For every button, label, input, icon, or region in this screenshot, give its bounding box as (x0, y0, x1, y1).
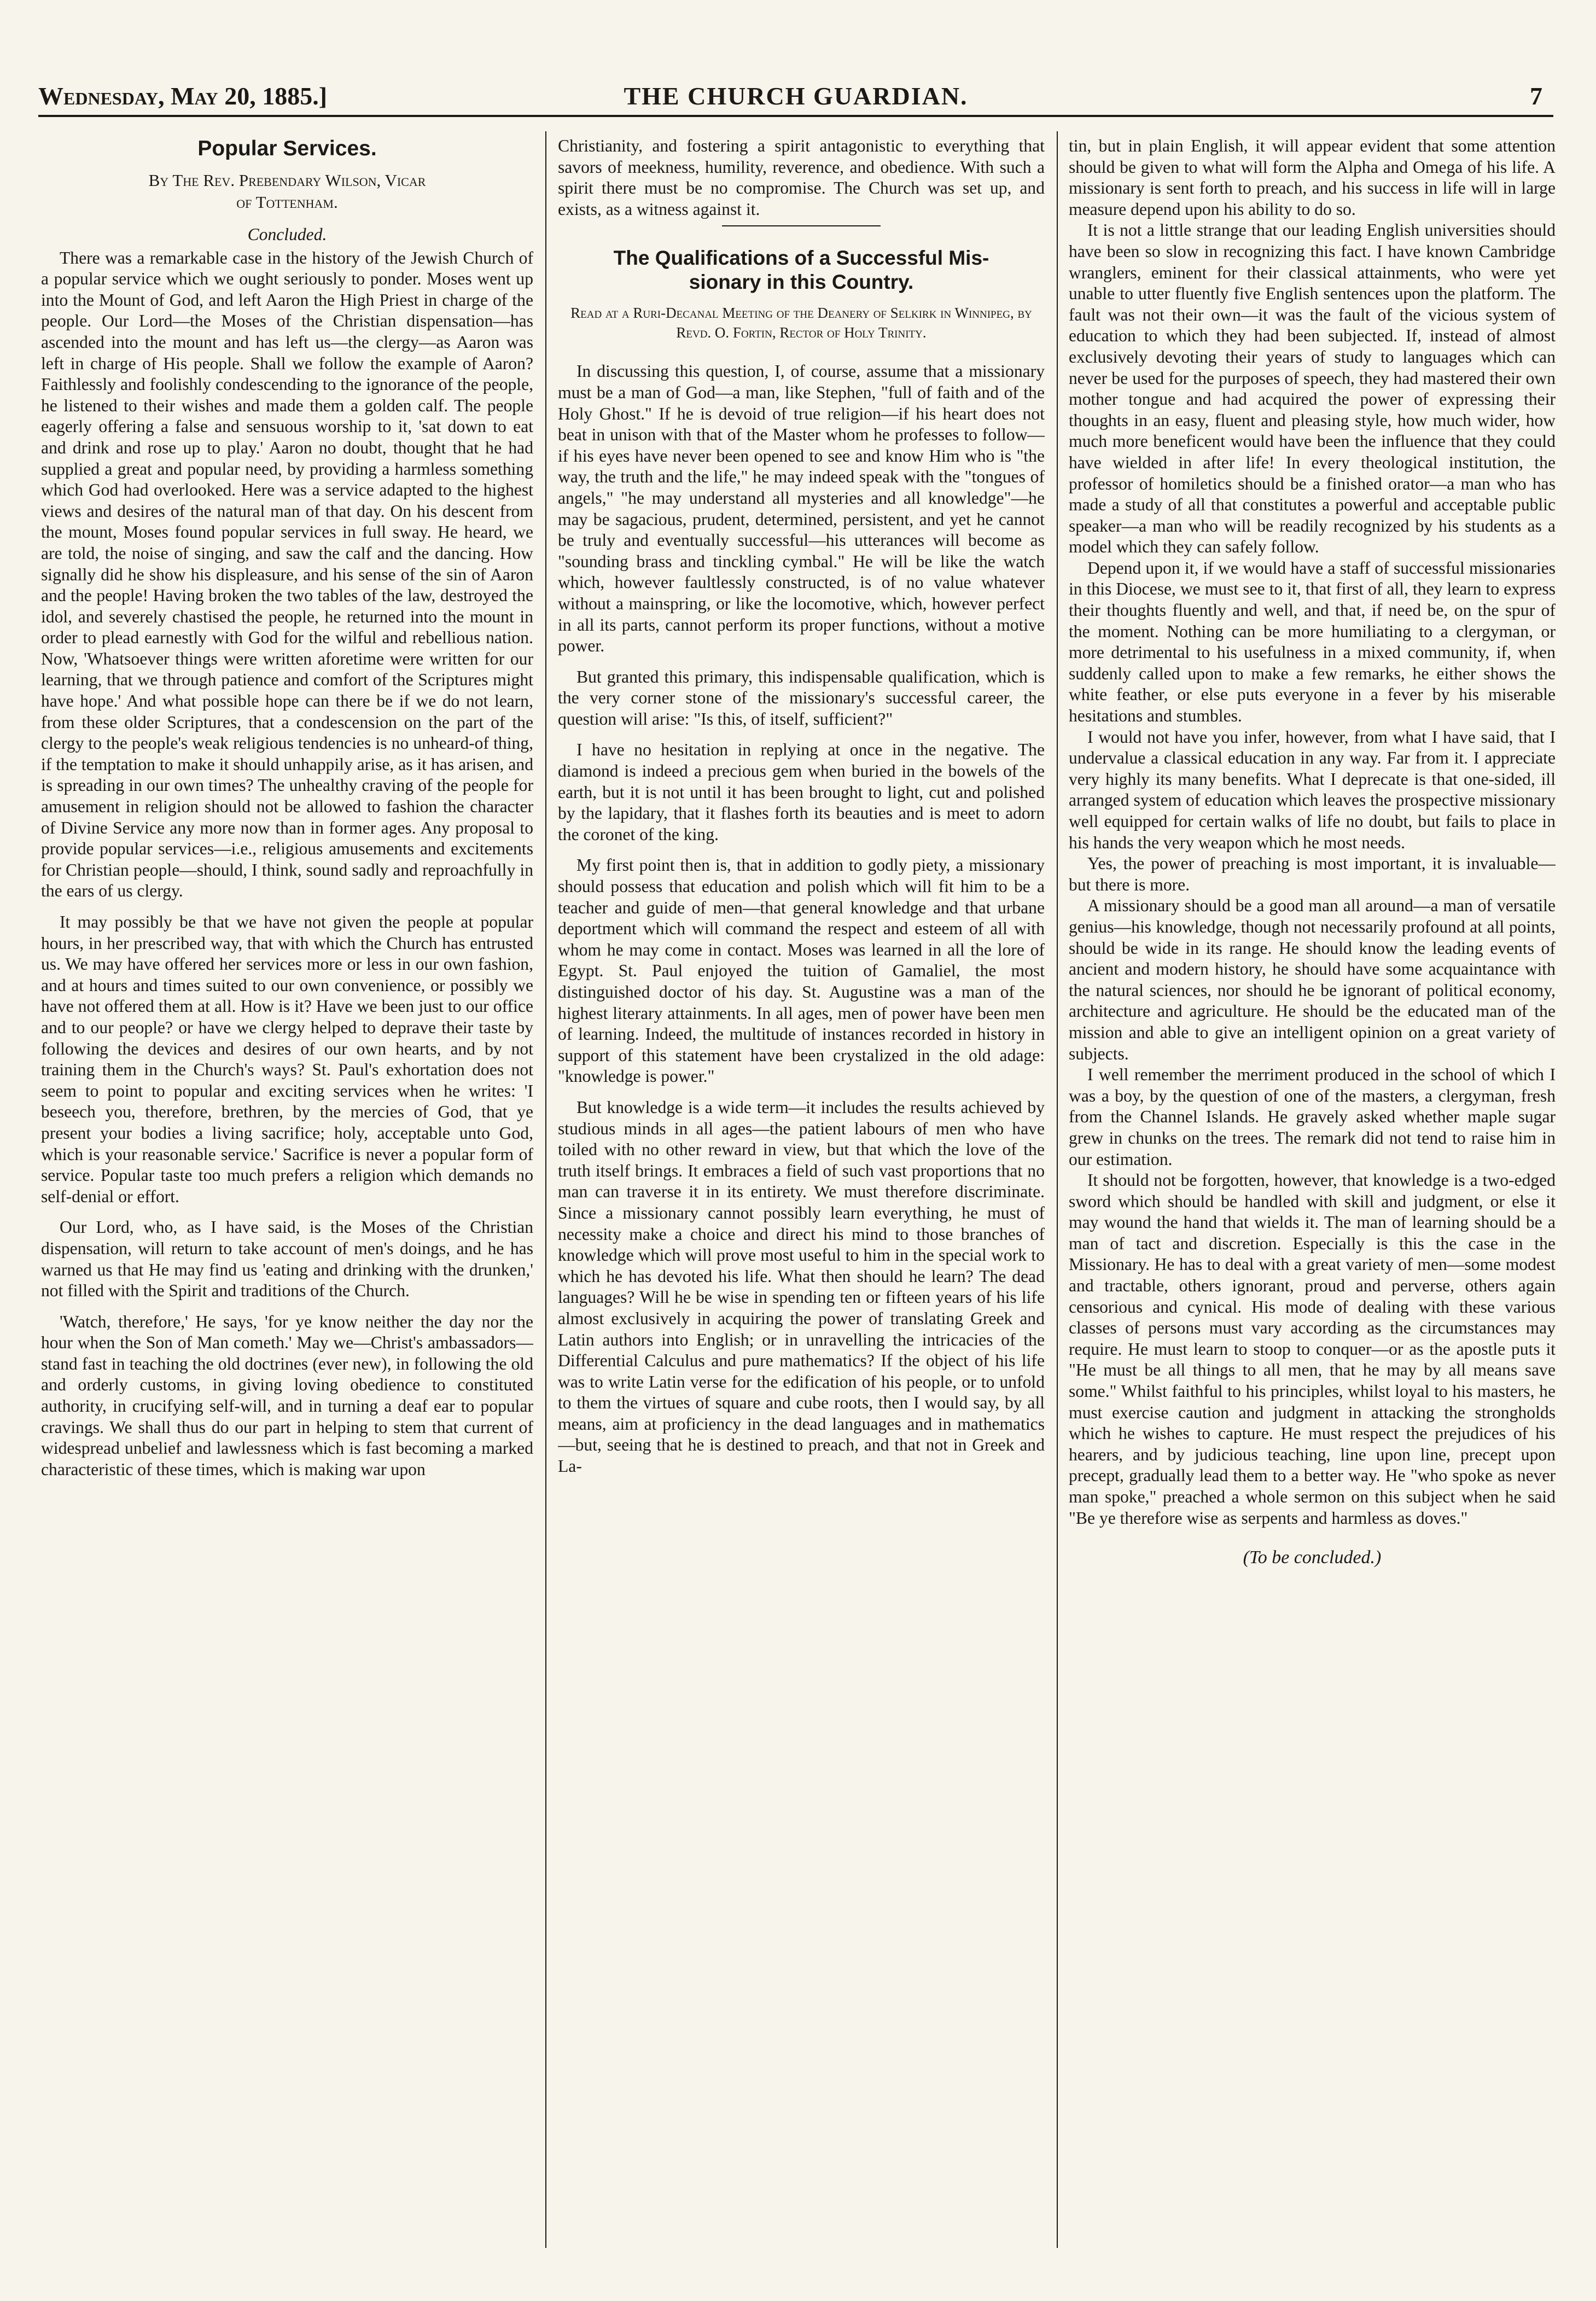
paragraph: tin, but in plain English, it will appear evident that some attention should be given to what will form the Alpha and Omega of his life. A missionary is sent forth to preach, and his success in life will in large measure depend upon his ability to do so. (1069, 136, 1556, 219)
page-number: 7 (1530, 82, 1542, 110)
article-title-missionary-cont: sionary in this Country. (689, 271, 914, 294)
column-3 (1069, 136, 1556, 2247)
concluded-label: Concluded. (247, 225, 327, 244)
article-title-popular-services: Popular Services. (197, 137, 377, 160)
paragraph: In discussing this question, I, of course, assume that a missionary must be a man of God—a man, like Stephen, "full of faith and of the Holy Ghost." If he is devoid of true religion—if his heart does not beat in unison with that of the Master whom he professes to follow—if his eyes have never been opened to see and know Him who is "the way, the truth and the life," he may indeed speak with the "tongues of angels," "he may understand all mysteries and all knowledge"—he may be sagacious, prudent, determined, persistent, and yet he cannot be truly and eventually successful—his utterances will become as "sounding brass and tinckling cymbal." He will be like the watch which, however faultlessly constructed, is of no value whatever without a mainspring, or like the locomotive, which, however perfect in all its parts, cannot perform its proper functions, without a motive power. (558, 362, 1045, 656)
article-subtitle: Read at a Ruri-Decanal Meeting of the Deanery of Selkirk in Winnipeg, by Revd. O. Fortin, Rector of Holy Trinity. (570, 305, 1032, 341)
article-separator (722, 225, 881, 226)
column-rule (1057, 131, 1058, 2248)
newspaper-title: THE CHURCH GUARDIAN. (624, 82, 968, 110)
paragraph: It is not a little strange that our leading English universities should have been so slow in recognizing this fact. I have known Cambridge wranglers, eminent for their classical attainments, who were yet unable to utter fluently five English sentences upon the platform. The fault was not their own—it was the fault of the vicious system of education to which they had been subjected. If, instead of almost exclusively devoting their years of study to languages which can never be used for the purposes of speech, they had mastered their own mother tongue and had acquired the power of expressing their thoughts in an easy, fluent and pleasing style, how much wider, how much more beneficent would have been the influence that they could have wielded in after life! In every theological institution, the professor of homiletics should be a finished orator—a man who has made a study of all that constitutes a powerful and acceptable public speaker—a man who will be readily recognized by his students as a model which they can safely follow. (1069, 220, 1556, 557)
column-1 (41, 136, 533, 2247)
paragraph: But knowledge is a wide term—it includes the results achieved by studious minds in all ages—the patient labours of men who have toiled with no other reward in view, but that which the love of the truth itself brings. It embraces a field of such vast proportions that no man can traverse it in its entirety. We must therefore discriminate. Since a missionary cannot possibly learn everything, he must of necessity make a choice and direct his mind to those branches of knowledge which will prove most useful to him in the special work to which he has devoted his life. What then should he learn? The dead languages? Will he be wise in spending ten or fifteen years of his life almost exclusively in acquiring the power of translating Greek and Latin authors into English; or in unravelling the intricacies of the Differential Calculus and pure mathematics? If the object of his life was to write Latin verse for the edification of his people, or to unfold to them the virtues of square and cube roots, then I would say, by all means, aim at proficiency in the dead languages and in mathematics—but, seeing that he is destined to preach, and that not in Greek and La- (558, 1097, 1045, 1476)
paragraph: A missionary should be a good man all around—a man of versatile genius—his knowledge, though not necessarily profound at all points, should be wide in its range. He should know the leading events of ancient and modern history, he should have some acquaintance with the natural sciences, nor should he be ignorant of political economy, architecture and agriculture. He should be the educated man of the mission and able to give an intelligent opinion on a great variety of subjects. (1069, 896, 1556, 1063)
column-2 (558, 136, 1045, 2247)
to-be-concluded-note: (To be concluded.) (1243, 1547, 1382, 1568)
paragraph: I well remember the merriment produced in the school of which I was a boy, by the question of one of the masters, a clergyman, fresh from the Channel Islands. He gravely asked whether maple sugar grew in chunks on the trees. The remark did not tend to raise him in our estimation. (1069, 1065, 1556, 1169)
paragraph: I would not have you infer, however, from what I have said, that I undervalue a classical education in any way. Far from it. I appreciate very highly its many benefits. What I deprecate is that one-sided, ill arranged system of education which leaves the prospective missionary well equipped for certain walks of life no doubt, but fails to place in his hands the very weapon which he most needs. (1069, 727, 1556, 852)
paragraph: Our Lord, who, as I have said, is the Moses of the Christian dispensation, will return to take account of men's doings, and he has warned us that He may find us 'eating and drinking with the drunken,' not filled with the Spirit and traditions of the Church. (41, 1218, 533, 1301)
paragraph: I have no hesitation in replying at once in the negative. The diamond is indeed a precious gem when buried in the bowels of the earth, but it is not until it has been brought to light, cut and polished by the lapidary, that it flashes forth its beauties and is meet to adorn the coronet of the king. (558, 740, 1045, 844)
masthead (38, 77, 1553, 117)
paragraph: Yes, the power of preaching is most important, it is invaluable—but there is more. (1069, 854, 1556, 894)
article-byline-cont: of Tottenham. (236, 193, 338, 212)
article-byline: By The Rev. Prebendary Wilson, Vicar (148, 171, 426, 190)
issue-date: Wednesday, May 20, 1885.] (38, 82, 328, 110)
paragraph: 'Watch, therefore,' He says, 'for ye know neither the day nor the hour when the Son of Man cometh.' May we—Christ's ambassadors—stand fast in teaching the old doctrines (ever new), in following the old and orderly customs, in giving loving obedience to constituted authority, in crucifying self-will, and in turning a deaf ear to popular cravings. We shall thus do our part in helping to stem that current of widespread unbelief and lawlessness which is fast becoming a marked characteristic of these times, which is making war upon (41, 1312, 533, 1479)
paragraph: Depend upon it, if we would have a staff of successful missionaries in this Diocese, we must see to it, that first of all, they learn to express their thoughts fluently and well, and that, if need be, on the spur of the moment. Nothing can be more humiliating to a clergyman, or more detrimental to his usefulness in a mixed community, if, when suddenly called upon to make a few remarks, he either shows the white feather, or else puts everyone in a fever by his miserable hesitations and stumbles. (1069, 558, 1556, 726)
paragraph: It should not be forgotten, however, that knowledge is a two-edged sword which should be handled with skill and judgment, or else it may wound the hand that wields it. The man of learning should be a man of tact and discretion. Especially is this the case in the Missionary. He has to deal with a great variety of men—some modest and tractable, others ignorant, proud and perverse, others again censorious and cynical. His mode of dealing with these various classes of persons must vary according as the circumstances may require. He must learn to stoop to conquer—or as the apostle puts it "He must be all things to all men, that he may by all means save some." Whilst faithful to his principles, whilst loyal to his masters, he must exercise caution and judgment in attacking the strongholds which he wishes to capture. He must respect the prejudices of his hearers, and by judicious teaching, line upon line, precept upon precept, gradually lead them to a better way. He "who spoke as never man spoke," preached a whole sermon on this subject when he said "Be ye therefore wise as serpents and harmless as doves." (1069, 1170, 1556, 1528)
article-title-missionary: The Qualifications of a Successful Mis- (613, 247, 989, 270)
continuation-paragraph: Christianity, and fostering a spirit antagonistic to everything that savors of meekness, humility, reverence, and obedience. With such a spirit there must be no compromise. The Church was set up, and exists, as a witness against it. (558, 136, 1045, 219)
paragraph: It may possibly be that we have not given the people at popular hours, in her prescribed way, that with which the Church has entrusted us. We may have offered her services more or less in our own fashion, and at hours and times suited to our own convenience, or possibly we have not offered them at all. How is it? Have we been just to our office and to our people? or have we clergy helped to deprave their taste by following the devices and desires of our own hearts, and by not training them in the Church's ways? St. Paul's exhortation does not seem to point to popular and exciting services when he writes: 'I beseech you, therefore, brethren, by the mercies of God, that ye present your bodies a living sacrifice; holy, acceptable unto God, which is your reasonable service.' Sacrifice is never a popular form of service. Popular taste too much prefers a religion which demands no self-denial or effort. (41, 912, 533, 1206)
paragraph: There was a remarkable case in the history of the Jewish Church of a popular service which we ought seriously to ponder. Moses went up into the Mount of God, and left Aaron the High Priest in charge of the people. Our Lord—the Moses of the Christian dispensation—has ascended into the mount and has left us—the clergy—as Aaron was left in charge of His people. Shall we follow the example of Aaron? Faithlessly and foolishly condescending to the ignorance of the people, he listened to their wishes and made them a golden calf. The people eagerly offering a false and sensuous worship to it, 'sat down to eat and drink and rose up to play.' Aaron no doubt, thought that he had supplied a great and popular need, by providing a harmless something which God had overlooked. Here was a service adapted to the highest views and desires of the natural man of that day. On his descent from the mount, Moses found popular services in full sway. He heard, we are told, the noise of singing, and saw the calf and the dancing. How signally did he show his displeasure, and his sense of the sin of Aaron and the people! Having broken the two tables of the law, destroyed the idol, and severely chastised the people, he returned into the mount in order to plead earnestly with God for the wilful and rebellious nation. Now, 'Whatsoever things were written aforetime were written for our learning, that we through patience and comfort of the Scriptures might have hope.' And what possible hope can there be if we do not learn, from these older Scriptures, that a condescension on the part of the clergy to the people's weak religious tendencies is no unheard-of thing, if the temptation to make it should unhappily arise, as it has arisen, and is spreading in our own times? The unhealthy craving of the people for amusement in religion should not be allowed to fashion the character of Divine Service any more now than in former ages. Any proposal to provide popular services—i.e., religious amusements and excitements for Christian people—should, I think, sound sadly and reproachfully in the ears of us clergy. (41, 248, 533, 901)
column-rule (545, 131, 546, 2248)
paragraph: But granted this primary, this indispensable qualification, which is the very corner stone of the missionary's successful career, the question will arise: "Is this, of itself, sufficient?" (558, 667, 1045, 729)
paragraph: My first point then is, that in addition to godly piety, a missionary should possess that education and polish which will fit him to be a teacher and guide of men—that general knowledge and that urbane deportment which will command the respect and esteem of all with whom he may come in contact. Moses was learned in all the lore of Egypt. St. Paul enjoyed the tuition of Gamaliel, the most distinguished doctor of his day. St. Augustine was a man of the highest literary attainments. In all ages, men of power have been men of learning. Indeed, the multitude of instances recorded in history in support of this statement have been crystalized in the old adage: "knowledge is power." (558, 855, 1045, 1086)
